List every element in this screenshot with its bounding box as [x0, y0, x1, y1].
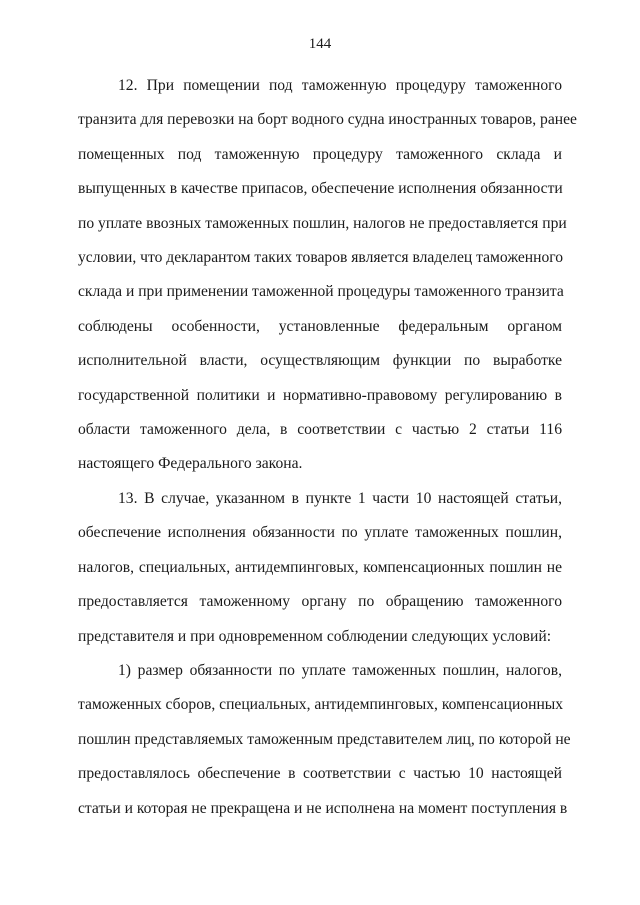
text-line: 13. В случае, указанном в пункте 1 части 10 настоящей статьи,: [118, 489, 562, 507]
text-line: представителя и при одновременном соблюдении следующих условий:: [78, 627, 552, 645]
text-line: государственной политики и нормативно-правовому регулированию в: [78, 386, 562, 404]
text-line: выпущенных в качестве припасов, обеспечение исполнения обязанности: [78, 180, 563, 198]
text-line: соблюдены особенности, установленные федеральным органом: [78, 317, 562, 335]
text-line: статьи и которая не прекращена и не исполнена на момент поступления в: [78, 799, 568, 817]
text-line: области таможенного дела, в соответствии с частью 2 статьи 116: [78, 421, 562, 439]
text-line: пошлин представляемых таможенным представителем лиц, по которой не: [78, 730, 571, 748]
text-line: настоящего Федерального закона.: [78, 455, 303, 473]
text-line: исполнительной власти, осуществляющим функции по выработке: [78, 352, 562, 370]
text-line: налогов, специальных, антидемпинговых, компенсационных пошлин не: [78, 558, 562, 576]
text-line: обеспечение исполнения обязанности по уплате таможенных пошлин,: [78, 524, 562, 542]
paragraph-13-item-1: [78, 654, 571, 826]
text-line: таможенных сборов, специальных, антидемпинговых, компенсационных: [78, 696, 564, 714]
text-line: по уплате ввозных таможенных пошлин, налогов не предоставляется при: [78, 214, 567, 232]
text-line: предоставляется таможенному органу по обращению таможенного: [78, 593, 562, 611]
text-line: склада и при применении таможенной процедуры таможенного транзита: [78, 283, 564, 301]
text-line: предоставлялось обеспечение в соответствии с частью 10 настоящей: [78, 765, 562, 783]
page-number: 144: [308, 36, 332, 52]
text-line: 1) размер обязанности по уплате таможенных пошлин, налогов,: [118, 661, 562, 679]
text-line: транзита для перевозки на борт водного судна иностранных товаров, ранее: [78, 111, 577, 129]
text-line: 12. При помещении под таможенную процедуру таможенного: [118, 77, 562, 94]
text-line: помещенных под таможенную процедуру таможенного склада и: [78, 145, 562, 163]
paragraph-12: [78, 69, 577, 482]
text-line: условии, что декларантом таких товаров является владелец таможенного: [78, 249, 564, 267]
paragraph-13: [78, 482, 562, 654]
document-body: [78, 69, 577, 826]
